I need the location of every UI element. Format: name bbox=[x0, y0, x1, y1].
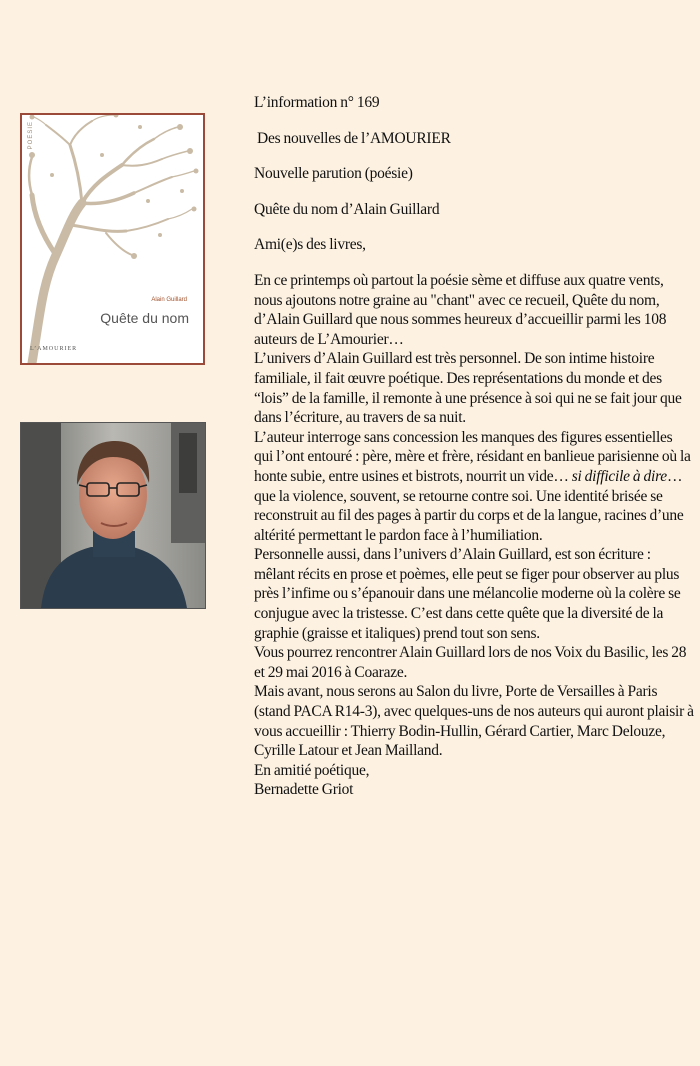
paragraph-salon: Mais avant, nous serons au Salon du livre, Porte de Versailles à Paris (stand PACA R14-3), avec quelques-uns de nos auteurs qui auront plaisir à vous accueillir : Thierry Bodin-Hullin, Gérard Cartier, Marc Delouze, Cyrille Latour et Jean Mailland. bbox=[254, 683, 694, 760]
info-number: L’information n° 169 bbox=[254, 94, 380, 111]
newsletter-text bbox=[254, 93, 694, 800]
cover-title: Quête du nom bbox=[100, 310, 189, 326]
paragraph-universe: L’univers d’Alain Guillard est très personnel. De son intime histoire familiale, il fait œuvre poétique. Des représentations du monde et des “lois” de la famille, il remonte à une présence à soi qui ne se fait jour que dans l’écriture, au travers de sa nuit. bbox=[254, 350, 682, 427]
news-heading: Des nouvelles de l’AMOURIER bbox=[257, 129, 451, 147]
new-release-heading: Nouvelle parution (poésie) bbox=[254, 165, 413, 183]
cover-author: Alain Guillard bbox=[151, 297, 187, 303]
paragraph-writing: Personnelle aussi, dans l’univers d’Alain Guillard, est son écriture : mêlant récits en prose et poèmes, elle peut se figer pour observer au plus près l’infime ou s’épanouir dans une mélancolie moderne où la colère se conjugue avec la tristesse. C’est dans cette quête que la diversité de la graphie (graisse et italiques) prend tout son sens. bbox=[254, 546, 681, 642]
author-photo bbox=[20, 422, 206, 609]
greeting: Ami(e)s des livres, bbox=[254, 236, 366, 254]
book-title-line: Quête du nom d’Alain Guillard bbox=[254, 200, 440, 218]
closing-line: En amitié poétique, bbox=[254, 761, 370, 779]
paragraph-author-questions-a: L’auteur interroge sans concession les manques des figures essentielles qui l’ont entouré : père, mère et frère, résidant en banlieue parisienne où la honte subie, entre usines et bistrots, nourrit un vide… bbox=[254, 428, 691, 485]
paragraph-meeting: Vous pourrez rencontrer Alain Guillard lors de nos Voix du Basilic, les 28 et 29 mai 2016 à Coaraze. bbox=[254, 644, 687, 681]
cover-series-label: POÉSIE bbox=[28, 121, 34, 150]
italic-phrase: si difficile à dire bbox=[571, 467, 667, 485]
book-cover-image bbox=[20, 113, 205, 365]
signature: Bernadette Griot bbox=[254, 781, 354, 799]
cover-publisher: L’AMOURIER bbox=[30, 346, 78, 352]
paragraph-author-questions-b: … que la violence, souvent, se retourne contre soi. Une identité brisée se reconstruit au fil des pages à partir du corps et de la langue, racines d’une altérité permettant le pardon face à l’humiliation. bbox=[254, 467, 684, 544]
author-portrait-illustration bbox=[21, 423, 205, 608]
paragraph-author-questions bbox=[254, 428, 694, 546]
paragraph-intro: En ce printemps où partout la poésie sème et diffuse aux quatre vents, nous ajoutons notre graine au "chant" avec ce recueil, Quête du nom, d’Alain Guillard que nous sommes heureux d’accueillir parmi les 108 auteurs de L’Amourier… bbox=[254, 271, 667, 348]
